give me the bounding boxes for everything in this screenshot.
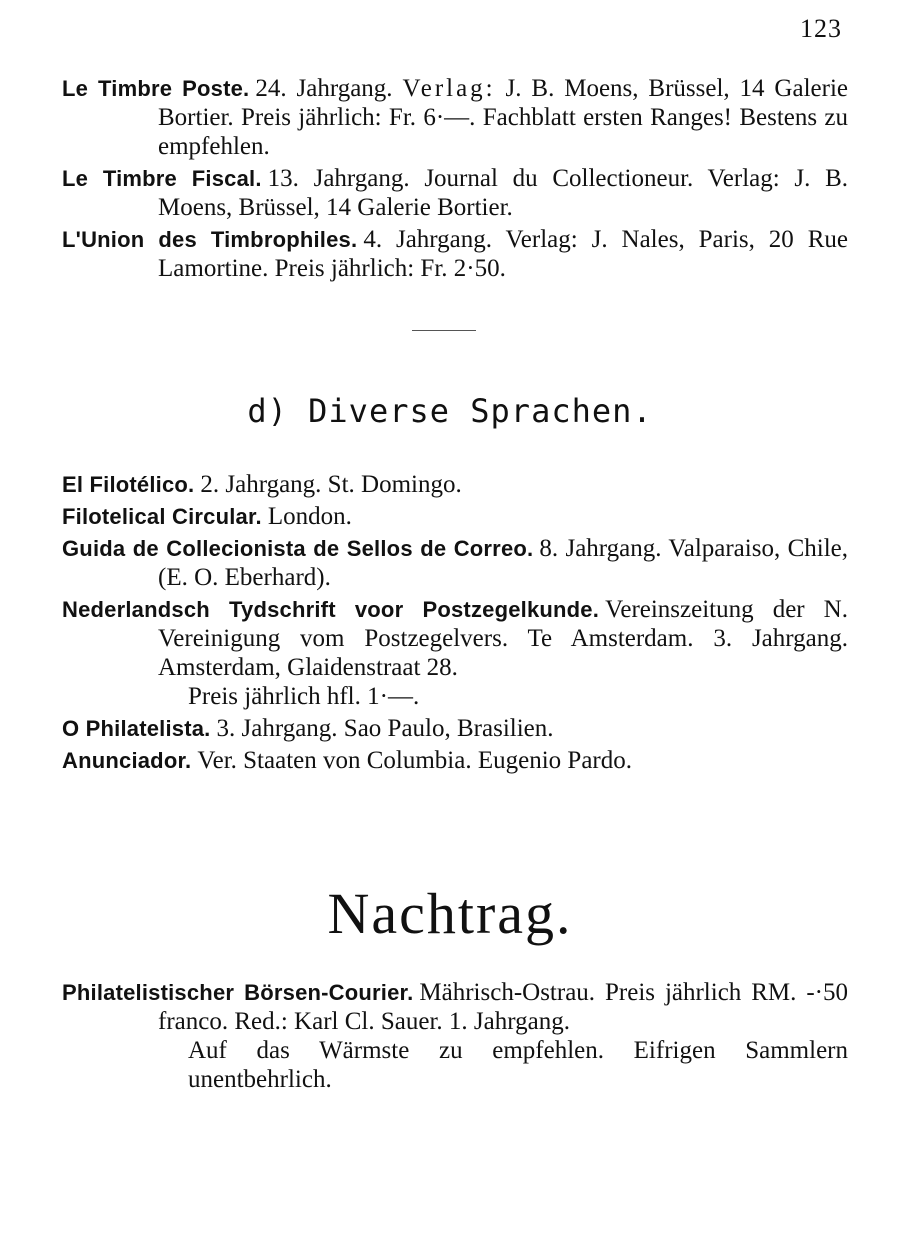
entry-text-continued: J. B. Moens, Brüssel, 14 Galerie Bortier. Preis jährlich: Fr. 6·—. Fachblatt ersten Ranges! Bestens zu empfehlen. [158, 75, 848, 160]
entry-title: Le Timbre Fiscal. [62, 166, 262, 191]
entry-text: 13. Jahrgang. Journal du Collectioneur. Verlag: J. B. Moens, Brüssel, 14 Galerie Bortier. [158, 165, 849, 221]
entry-text: 4. Jahrgang. Verlag: J. Nales, Paris, 20 Rue Lamortine. Preis jährlich: Fr. 2·50. [158, 226, 848, 282]
entry-title: L'Union des Timbrophiles. [62, 227, 358, 252]
entry-title: Guida de Collecionista de Sellos de Correo. [62, 536, 534, 561]
entry-title: Filotelical Circular. [62, 504, 262, 529]
entry-text: 3. Jahrgang. Sao Paulo, Brasilien. [216, 715, 554, 742]
entry-title: El Filotélico. [62, 472, 195, 497]
entry-price-line: Preis jährlich hfl. 1·—. [188, 683, 420, 710]
entry-title: Nederlandsch Tydschrift voor Postzegelkunde. [62, 597, 600, 622]
entry-union-des-timbrophiles [62, 225, 848, 283]
entry-verlag-label: Verlag: [402, 75, 496, 102]
entry-text: Mährisch-Ostrau. Preis jährlich RM. -·50 franco. Red.: Karl Cl. Sauer. 1. Jahrgang. [158, 979, 848, 1035]
entry-title: Anunciador. [62, 748, 192, 773]
entry-filotelical-circular [62, 502, 848, 531]
entry-text: London. [267, 503, 352, 530]
divider-rule [412, 330, 476, 331]
entry-text: 2. Jahrgang. St. Domingo. [200, 471, 462, 498]
periodicals-list-french [62, 74, 848, 286]
nachtrag-heading: Nachtrag. [327, 881, 573, 946]
entry-title: O Philatelista. [62, 716, 211, 741]
section-heading: d) Diverse Sprachen. [247, 392, 653, 430]
entry-o-philatelista [62, 714, 848, 743]
supplement-entry-block [62, 978, 848, 1094]
entry-text: 24. Jahrgang. [255, 75, 403, 102]
entry-text: Ver. Staaten von Columbia. Eugenio Pardo. [197, 747, 632, 774]
entry-guida-de-collecionista [62, 534, 848, 592]
entry-el-filotelico [62, 470, 848, 499]
entry-nederlandsch-tydschrift [62, 595, 848, 711]
entry-note [62, 1036, 848, 1094]
entry-text: 8. Jahrgang. Valparaiso, Chile, (E. O. Eberhard). [158, 535, 848, 591]
entry-le-timbre-fiscal [62, 164, 848, 222]
entry-text: Vereinszeitung der N. Vereinigung vom Postzegelvers. Te Amsterdam. 3. Jahrgang. Amsterdam, Glaidenstraat 28. [158, 596, 848, 681]
entry-note-text: Auf das Wärmste zu empfehlen. Eifrigen Sammlern unentbehrlich. [188, 1037, 848, 1093]
entry-borsen-courier [62, 978, 848, 1036]
periodicals-list-diverse [62, 470, 848, 778]
page-number: 123 [800, 14, 842, 43]
entry-le-timbre-poste [62, 74, 848, 161]
entry-title: Le Timbre Poste. [62, 76, 250, 101]
entry-title: Philatelistischer Börsen-Courier. [62, 980, 414, 1005]
entry-anunciador [62, 746, 848, 775]
